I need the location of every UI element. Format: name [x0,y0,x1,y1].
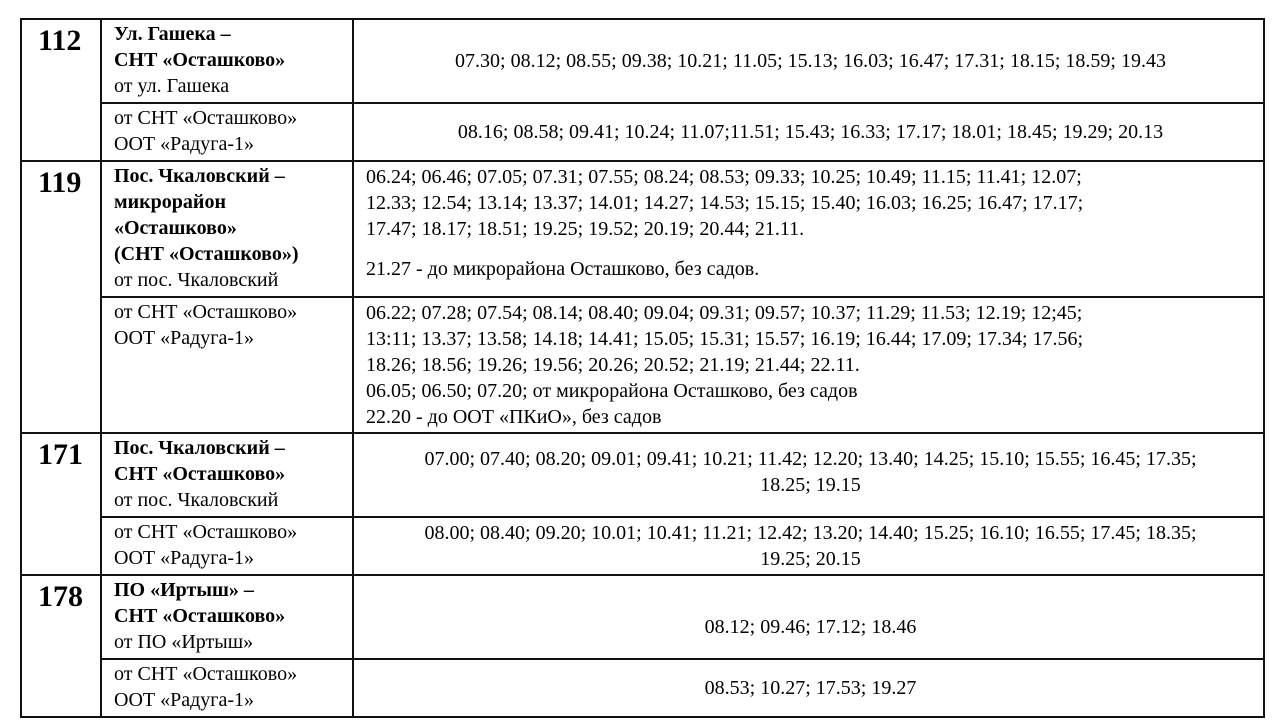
return-times: 08.16; 08.58; 09.41; 10.24; 11.07;11.51; 15.43; 16.33; 17.17; 18.01; 18.45; 19.29; 20.13 [353,103,1264,161]
departure-point: от ПО «Иртыш» [114,631,254,653]
times-line: 08.00; 08.40; 09.20; 10.01; 10.41; 11.21; 12.42; 13.20; 14.40; 15.25; 16.10; 16.55; 17.45; 18.35; [424,522,1197,544]
route-119-forward-row [21,161,1264,297]
route-name-line: СНТ «Осташково» [114,49,286,71]
schedule-note: 06.05; 06.50; 07.20; от микрорайона Осташково, без садов [366,380,858,402]
route-112-forward-row [21,19,1264,103]
departure-times: 07.30; 08.12; 08.55; 09.38; 10.21; 11.05; 15.13; 16.03; 16.47; 17.31; 18.15; 18.59; 19.43 [353,19,1264,103]
return-point-line: от СНТ «Осташково» [114,663,298,685]
return-point-line: ООТ «Радуга-1» [114,327,255,349]
departure-point: от ул. Гашека [114,75,230,97]
route-name-line: Пос. Чкаловский – [114,437,285,459]
return-point-cell [101,103,353,161]
route-name-cell [101,19,353,103]
times-line: 06.22; 07.28; 07.54; 08.14; 08.40; 09.04; 09.31; 09.57; 10.37; 11.29; 11.53; 12.19; 12;45; [366,302,1083,324]
times-line: 12.33; 12.54; 13.14; 13.37; 14.01; 14.27; 14.53; 15.15; 15.40; 16.03; 16.25; 16.47; 17.17; [366,192,1084,214]
route-name-line: микрорайон [114,191,226,213]
return-times [353,517,1264,575]
schedule-note: 22.20 - до ООТ «ПКиО», без садов [366,406,662,428]
route-112-backward-row [21,103,1264,161]
route-171-forward-row [21,433,1264,517]
route-name-line: «Осташково» [114,217,237,239]
route-number: 171 [21,433,101,575]
return-times [353,297,1264,433]
route-name-cell [101,161,353,297]
return-times: 08.53; 10.27; 17.53; 19.27 [353,659,1264,717]
return-point-line: от СНТ «Осташково» [114,521,298,543]
departure-times [353,161,1264,297]
route-178-backward-row [21,659,1264,717]
times-line: 19.25; 20.15 [760,548,861,570]
route-number: 178 [21,575,101,717]
times-line: 07.00; 07.40; 08.20; 09.01; 09.41; 10.21; 11.42; 12.20; 13.40; 14.25; 15.10; 15.55; 16.45; 17.35; [424,448,1197,470]
route-number: 119 [21,161,101,433]
bus-schedule-table [20,18,1265,718]
route-name-line: Пос. Чкаловский – [114,165,285,187]
route-name-line: СНТ «Осташково» [114,463,286,485]
route-name-line: ПО «Иртыш» – [114,579,254,601]
departure-times: 08.12; 09.46; 17.12; 18.46 [353,575,1264,659]
route-171-backward-row [21,517,1264,575]
route-name-line: Ул. Гашека – [114,23,231,45]
route-name-cell [101,433,353,517]
route-name-cell [101,575,353,659]
route-119-backward-row [21,297,1264,433]
times-line: 17.47; 18.17; 18.51; 19.25; 19.52; 20.19; 20.44; 21.11. [366,218,805,240]
return-point-line: ООТ «Радуга-1» [114,689,255,711]
route-number: 112 [21,19,101,161]
route-name-line: (СНТ «Осташково») [114,243,299,265]
times-line: 06.24; 06.46; 07.05; 07.31; 07.55; 08.24; 08.53; 09.33; 10.25; 10.49; 11.15; 11.41; 12.07; [366,166,1082,188]
return-point-cell [101,517,353,575]
route-name-line: СНТ «Осташково» [114,605,286,627]
return-point-line: ООТ «Радуга-1» [114,547,255,569]
return-point-line: от СНТ «Осташково» [114,301,298,323]
times-line: 18.25; 19.15 [760,474,861,496]
times-line: 18.26; 18.56; 19.26; 19.56; 20.26; 20.52; 21.19; 21.44; 22.11. [366,354,860,376]
departure-times [353,433,1264,517]
route-178-forward-row [21,575,1264,659]
departure-point: от пос. Чкаловский [114,489,279,511]
return-point-cell [101,297,353,433]
schedule-note: 21.27 - до микрорайона Осташково, без садов. [366,258,760,280]
return-point-line: ООТ «Радуга-1» [114,133,255,155]
return-point-line: от СНТ «Осташково» [114,107,298,129]
return-point-cell [101,659,353,717]
departure-point: от пос. Чкаловский [114,269,279,291]
times-line: 13:11; 13.37; 13.58; 14.18; 14.41; 15.05; 15.31; 15.57; 16.19; 16.44; 17.09; 17.34; 17.56; [366,328,1084,350]
